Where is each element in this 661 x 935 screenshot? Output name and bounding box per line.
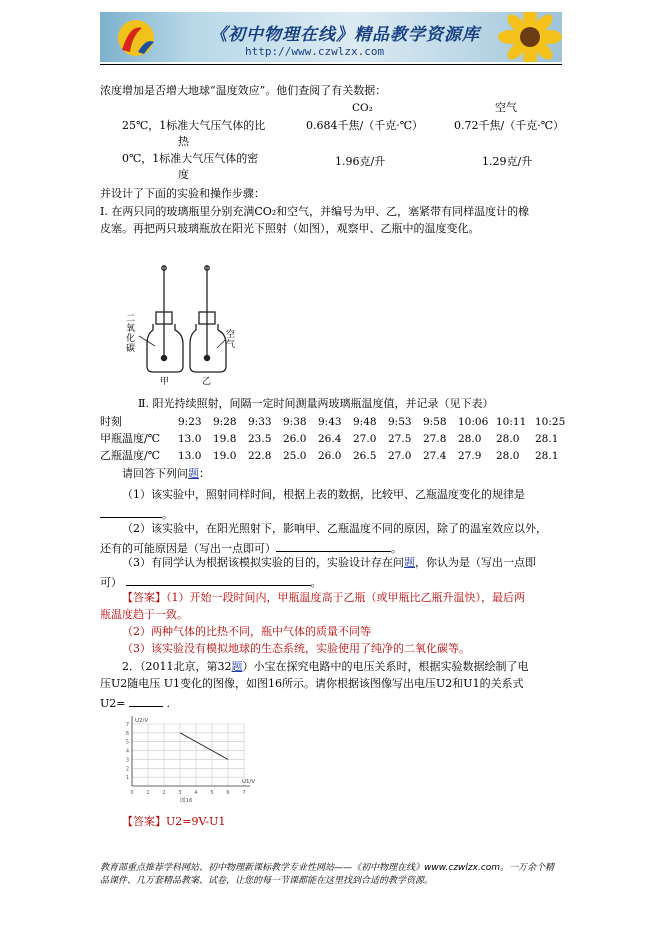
q1-line: （1）该实验中，照射同样时间，根据上表的数据，比较甲、乙瓶温度变化的规律是 (122, 488, 525, 501)
ask-line (122, 467, 210, 481)
table-cell-times: 9:33 (248, 416, 272, 428)
row2-air: 1.29克/升 (482, 155, 533, 168)
y-axis-label: U2/V (135, 718, 149, 724)
banner-url[interactable]: http://www.czwlzx.com (245, 45, 385, 58)
table-cell-yi: 25.0 (283, 450, 307, 462)
y-tick-label: 5 (125, 739, 129, 746)
q2-text: 还有的可能原因是（写出一点即可） (100, 542, 276, 555)
intro-line: 浓度增加是否增大地球“温度效应”。他们查阅了有关数据： (100, 84, 387, 97)
label-yi: 乙 (202, 377, 212, 387)
sunflower-icon (490, 12, 562, 62)
table-cell-jia: 28.0 (496, 433, 520, 445)
table-header-yi: 乙瓶温度/℃ (100, 449, 161, 462)
row2-label-cont: 度 (178, 168, 189, 181)
row1-co2: 0.684千焦/（千克·℃） (306, 119, 423, 132)
table-cell-times: 9:43 (318, 416, 342, 428)
problem2-line3 (100, 694, 170, 711)
table-cell-times: 10:25 (535, 416, 566, 428)
y-tick-label: 1 (125, 775, 129, 782)
step2-line: Ⅱ. 阳光持续照射，间隔一定时间测量两玻璃瓶温度值，并记录（见下表） (138, 397, 494, 410)
answer-problem2 (122, 815, 225, 829)
header-rule (100, 64, 562, 65)
q2-line2 (100, 539, 402, 556)
problem2-text-2: ）小宝在探究电路中的电压关系时，根据实验数据绘制了电 (242, 660, 529, 673)
banner-title: 《初中物理在线》精品教学资源库 (210, 25, 480, 45)
table-cell-yi: 26.5 (353, 450, 377, 462)
q1-blank[interactable] (100, 505, 162, 518)
problem2-end: . (166, 697, 170, 710)
bottle-yi (190, 266, 226, 372)
row2-co2: 1.96克/升 (335, 155, 386, 168)
table-cell-jia: 19.8 (213, 433, 237, 445)
y-tick-label: 2 (125, 766, 129, 773)
col-co2: CO₂ (352, 102, 373, 114)
question-link-3[interactable]: 题 (231, 660, 243, 673)
header-banner (100, 12, 562, 62)
table-cell-jia: 27.0 (353, 433, 377, 445)
table-cell-jia: 23.5 (248, 433, 272, 445)
q3-line2 (100, 573, 322, 590)
ask-colon: ： (199, 467, 210, 480)
row1-label-cont: 热 (178, 135, 189, 148)
question-link-2[interactable]: 题 (404, 556, 415, 569)
x-tick-label: 6 (226, 790, 230, 796)
q2-line1: （2）该实验中，在阳光照射下，影响甲、乙瓶温度不同的原因，除了的温室效应以外， (122, 522, 547, 535)
q2-blank[interactable] (276, 539, 391, 552)
table-cell-yi: 26.0 (318, 450, 342, 462)
answer1-text: （1）开始一段时间内，甲瓶温度高于乙瓶（或甲瓶比乙瓶升温快），最后两 (166, 591, 525, 604)
footer-text: 教育部重点推荐学科网站、初中物理新课标教学专业性网站——《初中物理在线》www.czwlzx.com。一万余个精品课件、几万套精品教案、试卷，让您的每一节课都能在这里找到合适的教学资源。 (100, 863, 555, 886)
answer1-line2: 瓶温度趋于一致。 (100, 608, 188, 621)
q3-blank[interactable] (126, 573, 311, 586)
x-axis-label: U1/V (242, 779, 256, 785)
step1-line1: Ⅰ. 在两只同的玻璃瓶里分别充满CO₂和空气，并编号为甲、乙，塞紧带有同样温度计的橡 (100, 205, 530, 218)
y-tick-label: 4 (125, 748, 129, 755)
problem2-line1 (122, 660, 529, 674)
bottle-jia (147, 266, 183, 372)
table-cell-times: 9:28 (213, 416, 237, 428)
ask-text: 请回答下列问 (122, 467, 188, 480)
u2-blank[interactable] (129, 694, 163, 707)
table-cell-yi: 13.0 (178, 450, 202, 462)
label-jia: 甲 (160, 377, 170, 387)
design-line: 并设计了下面的实验和操作步骤： (100, 187, 265, 200)
q3-text-3: 可） (100, 576, 122, 589)
row1-air: 0.72千焦/（千克·℃） (454, 119, 564, 132)
y-tick-label: 6 (125, 730, 129, 737)
q3-end: 。 (310, 576, 322, 589)
logo-icon (108, 16, 168, 60)
bottles-figure (125, 262, 245, 390)
problem2-line2: 压U2随电压 U1变化的图像，如图16所示。请你根据该图像写出电压U2和U1的关系式 (100, 677, 524, 690)
q1-end: 。 (162, 508, 173, 521)
table-cell-jia: 27.5 (388, 433, 412, 445)
table-cell-yi: 22.8 (248, 450, 272, 462)
table-cell-yi: 27.0 (388, 450, 412, 462)
table-cell-yi: 19.0 (213, 450, 237, 462)
table-cell-jia: 28.1 (535, 433, 559, 445)
q3-text-2: ，你认为是（写出一点即 (415, 556, 536, 569)
table-cell-times: 10:11 (496, 416, 527, 428)
x-tick-label: 4 (194, 790, 198, 796)
problem2-text: 2．（2011北京，第32 (122, 660, 232, 673)
answer-tag: 【答案】 (122, 591, 166, 604)
answer-tag-2: 【答案】 (122, 815, 166, 828)
q2-end: 。 (391, 542, 402, 555)
x-tick-label: 1 (146, 790, 150, 796)
x-tick-label: 3 (178, 790, 182, 796)
table-cell-times: 9:48 (353, 416, 377, 428)
answer1-line1 (122, 591, 525, 605)
q3-line1 (122, 556, 536, 570)
q1-answer-line (100, 505, 173, 522)
table-header-time: 时刻 (100, 415, 122, 428)
col-air: 空气 (495, 101, 517, 114)
data-line (180, 733, 228, 760)
row2-label: 0℃，1标准大气压气体的密 (122, 152, 259, 165)
table-cell-jia: 27.8 (423, 433, 447, 445)
u2-u1-chart (116, 712, 256, 804)
table-cell-times: 10:06 (458, 416, 489, 428)
table-cell-times: 9:58 (423, 416, 447, 428)
q3-text: （3）有同学认为根据该模拟实验的目的，实验设计存在问 (122, 556, 404, 569)
table-cell-times: 9:23 (178, 416, 202, 428)
y-tick-label: 3 (125, 757, 129, 764)
y-tick-label: 7 (125, 722, 129, 728)
x-tick-label: 2 (162, 790, 166, 796)
chart-caption: 图16 (180, 798, 193, 804)
row1-label: 25℃，1标准大气压气体的比 (122, 119, 266, 132)
table-cell-jia: 28.0 (458, 433, 482, 445)
x-tick-label: 0 (130, 790, 134, 796)
table-cell-yi: 27.4 (423, 450, 447, 462)
table-cell-jia: 13.0 (178, 433, 202, 445)
answer-value: U2=9V-U1 (166, 815, 226, 828)
label-co2-vertical: 二氧化碳 (126, 314, 136, 354)
table-header-jia: 甲瓶温度/℃ (100, 432, 161, 445)
label-air-vertical: 空气 (226, 330, 236, 350)
table-cell-yi: 28.1 (535, 450, 559, 462)
x-tick-label: 7 (242, 790, 246, 796)
problem2-expr: U2= (100, 697, 126, 710)
table-cell-times: 9:38 (283, 416, 307, 428)
answer3-line: （3）该实验没有模拟地球的生态系统，实验使用了纯净的二氧化碳等。 (122, 642, 470, 655)
table-cell-yi: 27.9 (458, 450, 482, 462)
question-link[interactable]: 题 (188, 467, 199, 480)
table-cell-times: 9:53 (388, 416, 412, 428)
step1-line2: 皮塞。再把两只玻璃瓶放在阳光下照射（如图），观察甲、乙瓶中的温度变化。 (100, 222, 480, 235)
table-cell-jia: 26.4 (318, 433, 342, 445)
table-cell-jia: 26.0 (283, 433, 307, 445)
answer2-line: （2）两种气体的比热不同，瓶中气体的质量不同等 (122, 625, 371, 638)
table-cell-yi: 28.0 (496, 450, 520, 462)
x-tick-label: 5 (210, 790, 214, 796)
